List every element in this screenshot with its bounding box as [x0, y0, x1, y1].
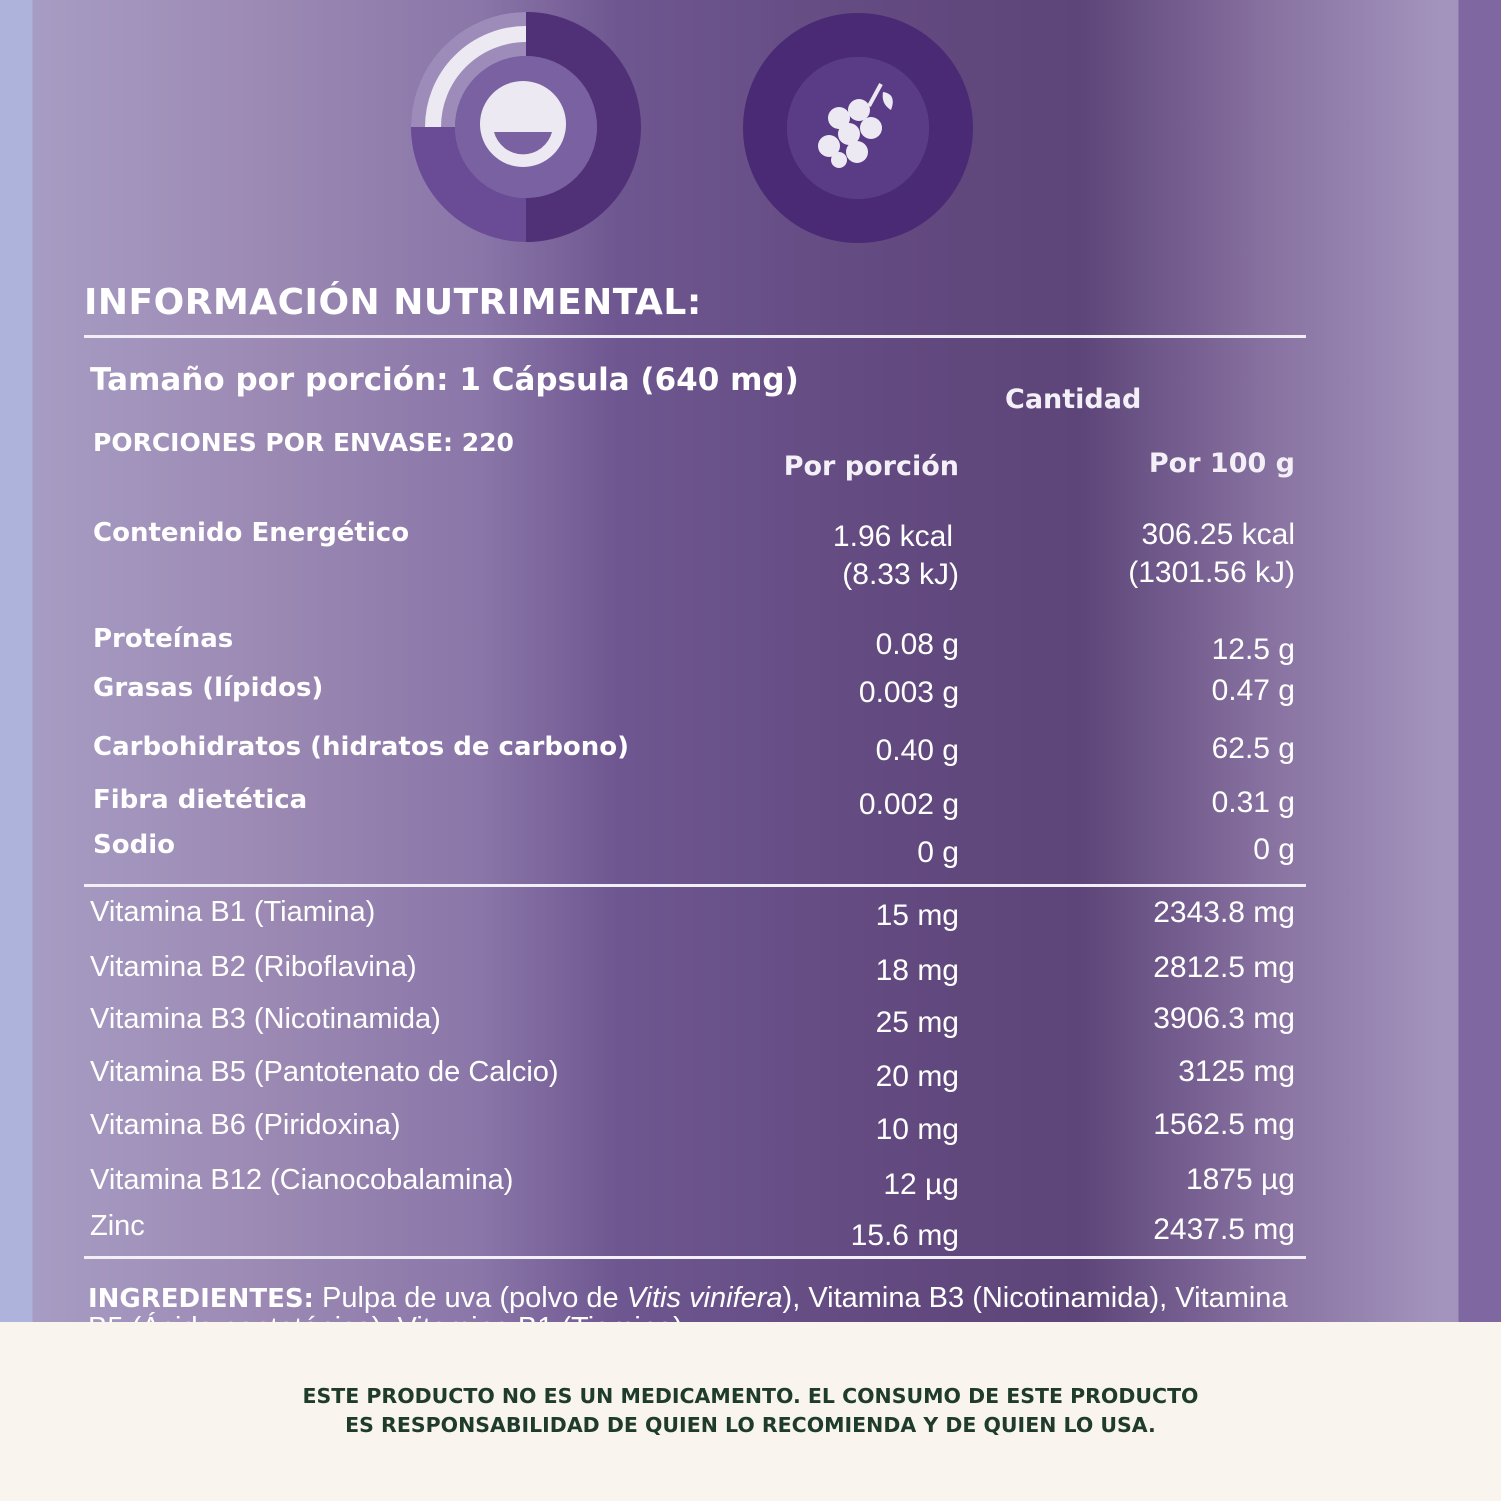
nutrient-label-sodium: Sodio — [93, 830, 175, 860]
vitamin-per-serving-b3: 25 mg — [875, 1006, 959, 1039]
vitamin-per-serving-b5: 20 mg — [875, 1060, 959, 1093]
vitamin-per-100-zinc: 2437.5 mg — [1153, 1213, 1295, 1246]
vitamin-label-b12: Vitamina B12 (Cianocobalamina) — [90, 1164, 514, 1196]
ingredients-italic: Vitis vinifera — [626, 1282, 783, 1314]
per-100g-header: Por 100 g — [1148, 448, 1295, 479]
nutrient-per-serving-sodium: 0 g — [917, 836, 959, 869]
amount-header: Cantidad — [1005, 384, 1142, 415]
nutrient-per-100-carbs: 62.5 g — [1211, 732, 1295, 765]
page-title: INFORMACIÓN NUTRIMENTAL: — [84, 282, 702, 323]
nutrient-per-100-fats: 0.47 g — [1211, 674, 1295, 707]
ingredients-text — [88, 1282, 1288, 1315]
nutrient-label-fiber: Fibra dietética — [93, 785, 308, 815]
nutrient-per-serving-fiber: 0.002 g — [858, 788, 959, 821]
vitamin-per-serving-b12: 12 µg — [883, 1168, 959, 1201]
nutrient-per-serving-carbs: 0.40 g — [875, 734, 959, 767]
nutrients-divider — [84, 884, 1306, 887]
servings-per-container: PORCIONES POR ENVASE: 220 — [93, 428, 514, 457]
ingredients-part-a: Pulpa de uva (polvo de — [313, 1282, 627, 1314]
ingredients-part-b: ), Vitamina B3 (Nicotinamida), Vitamina — [782, 1282, 1288, 1314]
nutrient-per-100-sodium: 0 g — [1253, 833, 1295, 866]
per-serving-header: Por porción — [783, 451, 959, 482]
serving-size: Tamaño por porción: 1 Cápsula (640 mg) — [90, 362, 799, 398]
nutrient-per-100-fiber: 0.31 g — [1211, 786, 1295, 819]
nutrient-label-fats: Grasas (lípidos) — [93, 673, 324, 703]
nutrient-per-100-proteins: 12.5 g — [1211, 633, 1295, 666]
grapes-icon — [741, 10, 975, 250]
vitamin-label-b5: Vitamina B5 (Pantotenato de Calcio) — [90, 1056, 559, 1088]
nutrient-label-carbs: Carbohidratos (hidratos de carbono) — [93, 732, 630, 762]
disclaimer-line-1: ESTE PRODUCTO NO ES UN MEDICAMENTO. EL CONSUMO DE ESTE PRODUCTO — [302, 1384, 1199, 1408]
title-divider — [84, 335, 1306, 338]
vitamin-per-100-b12: 1875 µg — [1185, 1163, 1295, 1196]
vitamin-label-b2: Vitamina B2 (Riboflavina) — [90, 951, 417, 983]
energy-per-100-kj: (1301.56 kJ) — [1128, 556, 1295, 589]
ingredients-text-cut — [88, 1312, 683, 1322]
vitamin-per-serving-b6: 10 mg — [875, 1113, 959, 1146]
capsule-icon — [410, 8, 642, 250]
vitamin-label-b6: Vitamina B6 (Piridoxina) — [90, 1109, 401, 1141]
nutrient-per-serving-fats: 0.003 g — [858, 676, 959, 709]
nutrient-per-serving-proteins: 0.08 g — [875, 628, 959, 661]
vitamin-per-serving-zinc: 15.6 mg — [850, 1219, 959, 1252]
disclaimer-footer — [0, 1322, 1501, 1501]
vitamin-per-serving-b2: 18 mg — [875, 954, 959, 987]
vitamin-per-100-b1: 2343.8 mg — [1153, 896, 1295, 929]
nutrient-label-proteins: Proteínas — [93, 624, 234, 654]
vitamin-label-b1: Vitamina B1 (Tiamina) — [90, 896, 376, 928]
vitamin-per-100-b6: 1562.5 mg — [1153, 1108, 1295, 1141]
vitamin-per-100-b5: 3125 mg — [1178, 1055, 1295, 1088]
vitamin-label-zinc: Zinc — [90, 1210, 145, 1242]
vitamin-label-b3: Vitamina B3 (Nicotinamida) — [90, 1003, 441, 1035]
energy-per-serving-kcal: 1.96 kcal — [832, 520, 953, 553]
vitamins-divider — [84, 1256, 1306, 1259]
disclaimer-line-2: ES RESPONSABILIDAD DE QUIEN LO RECOMIENDA Y DE QUIEN LO USA. — [345, 1413, 1156, 1437]
energy-per-100-kcal: 306.25 kcal — [1141, 518, 1295, 551]
energy-label: Contenido Energético — [93, 518, 410, 548]
vitamin-per-100-b3: 3906.3 mg — [1153, 1002, 1295, 1035]
energy-per-serving-kj: (8.33 kJ) — [842, 558, 959, 591]
vitamin-per-100-b2: 2812.5 mg — [1153, 951, 1295, 984]
vitamin-per-serving-b1: 15 mg — [875, 899, 959, 932]
ingredients-label: INGREDIENTES: — [88, 1284, 314, 1314]
